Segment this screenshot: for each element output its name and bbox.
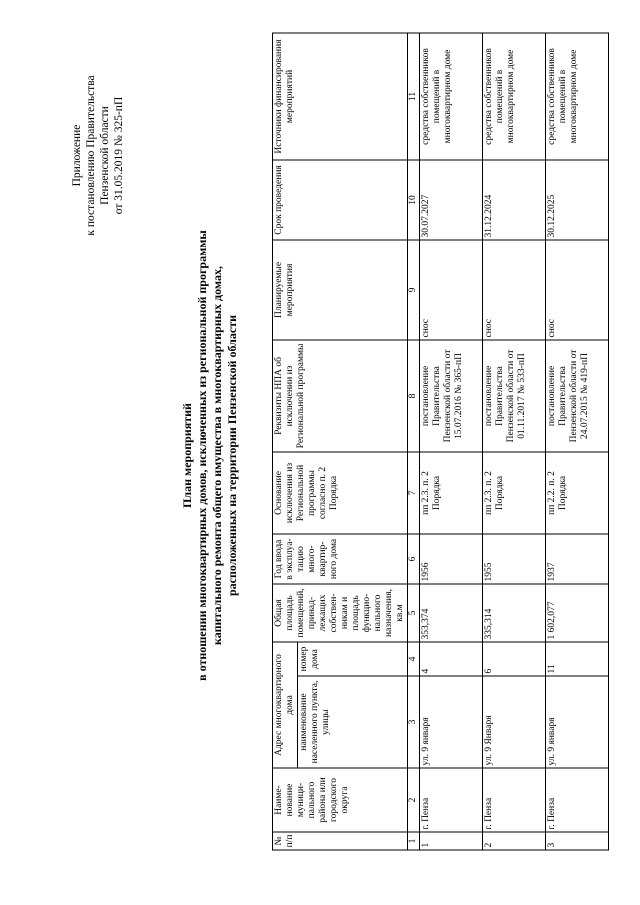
cell-npa: постановление Правительства Пензенской области от 01.11.2017 № 533-пП — [483, 339, 546, 451]
cell-house: 6 — [483, 641, 546, 675]
header-npa: Реквизиты НПА об исключении из Региональной программы — [273, 339, 408, 451]
cell-basis: пп 2.3. п. 2 Порядка — [483, 451, 546, 533]
header-house: номер дома — [298, 641, 408, 675]
cell-measures: снос — [483, 239, 546, 339]
measures-table — [272, 32, 609, 850]
col-number: 4 — [408, 641, 420, 675]
col-number: 7 — [408, 451, 420, 533]
approval-block — [70, 25, 126, 285]
approval-line-3: Пензенской области — [99, 105, 111, 205]
cell-term: 30.12.2025 — [546, 159, 609, 239]
col-number: 8 — [408, 339, 420, 451]
header-area: Общая площадь помещений, принад-лежащих собствен-никам и площадь функцио-нального назначения, кв.м — [273, 583, 408, 641]
cell-npa: постановление Правительства Пензенской области от 15.07.2016 № 365-пП — [420, 339, 483, 451]
cell-year: 1956 — [420, 533, 483, 583]
col-number: 10 — [408, 159, 420, 239]
col-number: 1 — [408, 832, 420, 850]
table-row — [420, 32, 483, 849]
table-row — [483, 32, 546, 849]
title-line-4: расположенных на территории Пензенской области — [225, 314, 239, 596]
cell-basis: пп 2.2. п. 2 Порядка — [546, 451, 609, 533]
column-number-row — [408, 32, 420, 849]
col-number: 2 — [408, 768, 420, 832]
cell-num: 1 — [420, 832, 483, 850]
col-number: 11 — [408, 32, 420, 159]
col-number: 3 — [408, 676, 420, 768]
cell-municipality: г. Пенза — [546, 768, 609, 832]
header-num: № п/п — [273, 832, 408, 850]
cell-settlement: ул. 9 января — [546, 676, 609, 768]
cell-municipality: г. Пенза — [420, 768, 483, 832]
title-line-1: План мероприятий — [180, 402, 194, 508]
table-row — [546, 32, 609, 849]
table-header-row — [273, 32, 298, 849]
cell-num: 3 — [546, 832, 609, 850]
header-address: Адрес многоквартирного дома — [273, 641, 298, 767]
header-term: Срок проведения — [273, 159, 408, 239]
approval-line-4: от 31.05.2019 № 325-пП — [113, 96, 125, 214]
header-basis: Основание исключения из Региональной программы согласно п. 2 Порядка — [273, 451, 408, 533]
cell-area: 1 602,077 — [546, 583, 609, 641]
cell-term: 31.12.2024 — [483, 159, 546, 239]
cell-house: 11 — [546, 641, 609, 675]
col-number: 9 — [408, 239, 420, 339]
cell-year: 1955 — [483, 533, 546, 583]
col-number: 6 — [408, 533, 420, 583]
cell-num: 2 — [483, 832, 546, 850]
cell-term: 30.07.2027 — [420, 159, 483, 239]
header-municipality: Наиме-нование муници-пального района или городского округа — [273, 768, 408, 832]
cell-measures: снос — [420, 239, 483, 339]
header-measures: Планируемые мероприятия — [273, 239, 408, 339]
cell-settlement: ул. 9 Января — [483, 676, 546, 768]
cell-area: 353,374 — [420, 583, 483, 641]
cell-settlement: ул. 9 января — [420, 676, 483, 768]
approval-line-1: Приложение — [71, 124, 83, 186]
header-settlement: наименование населенного пункта, улицы — [298, 676, 408, 768]
cell-basis: пп 2.3. п. 2 Порядка — [420, 451, 483, 533]
cell-house: 4 — [420, 641, 483, 675]
cell-year: 1937 — [546, 533, 609, 583]
title-line-2: в отношении многоквартирных домов, исключенных из региональной программы — [195, 229, 209, 681]
approval-line-2: к постановлению Правительства — [85, 74, 97, 236]
cell-source: средства собственников помещений в многоквартирном доме — [546, 32, 609, 159]
cell-source: средства собственников помещений в многоквартирном доме — [483, 32, 546, 159]
cell-measures: снос — [546, 239, 609, 339]
header-source: Источники финансирования мероприятий — [273, 32, 408, 159]
header-year: Год ввода в эксплуа-тацию много-квартир-ного дома — [273, 533, 408, 583]
col-number: 5 — [408, 583, 420, 641]
cell-npa: постановление Правительства Пензенской области от 24.07.2015 № 419-пП — [546, 339, 609, 451]
cell-source: средства собственников помещений в многоквартирном доме — [420, 32, 483, 159]
cell-municipality: г. Пенза — [483, 768, 546, 832]
document-title — [180, 215, 240, 695]
cell-area: 335,314 — [483, 583, 546, 641]
title-line-3: капитального ремонта общего имущества в многоквартирных домах, — [210, 265, 224, 645]
